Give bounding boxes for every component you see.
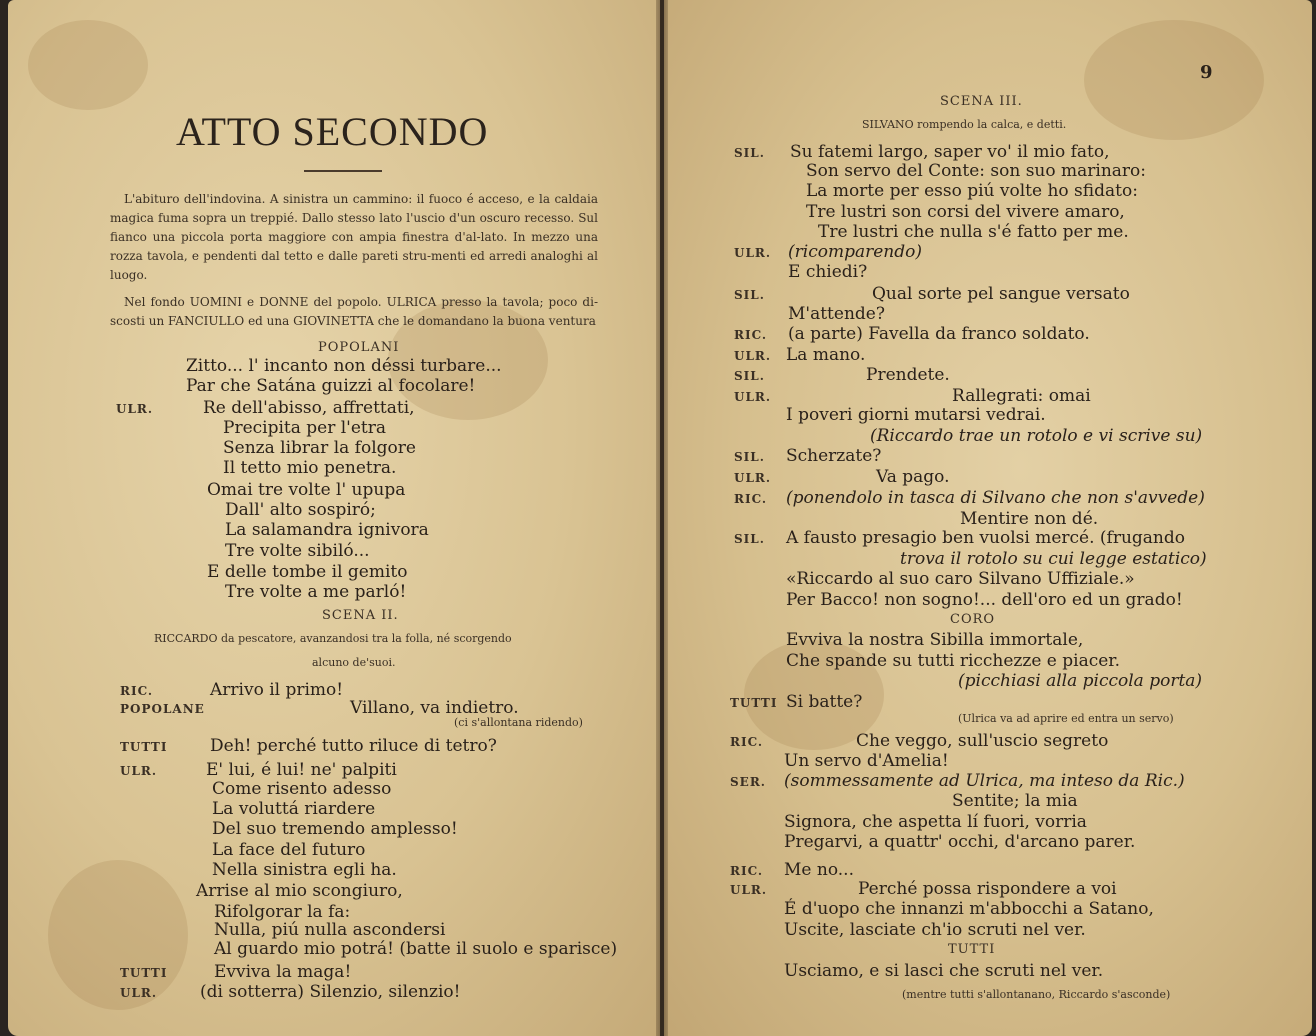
- scena-2-stage-line-2: alcuno de'suoi.: [312, 656, 396, 669]
- speaker-label: ULR.: [120, 986, 158, 1000]
- speaker-label: SER.: [730, 775, 766, 789]
- verse-line: E delle tombe il gemito: [207, 562, 408, 582]
- speaker-label: ULR.: [734, 471, 772, 485]
- speaker-label: RIC.: [730, 864, 764, 878]
- verse-line: Villano, va indietro.: [350, 698, 519, 718]
- speaker-label: TUTTI: [120, 966, 168, 980]
- verse-line: Zitto... l' incanto non déssi turbare...: [186, 356, 502, 376]
- verse-line: La salamandra ignivora: [225, 520, 429, 540]
- speaker-label: TUTTI: [730, 696, 778, 710]
- verse-line: Uscite, lasciate ch'io scruti nel ver.: [784, 920, 1086, 940]
- verse-line: Tre lustri son corsi del vivere amaro,: [806, 202, 1125, 222]
- verse-line: Senza librar la folgore: [223, 438, 416, 458]
- verse-line: Dall' alto sospiró;: [225, 500, 376, 520]
- verse-line: «Riccardo al suo caro Silvano Uffiziale.»: [786, 569, 1135, 589]
- verse-line: La face del futuro: [212, 840, 366, 860]
- verse-line: Come risento adesso: [212, 779, 392, 799]
- tutti-heading: TUTTI: [948, 942, 996, 957]
- speaker-label: SIL.: [734, 288, 765, 302]
- verse-line: La morte per esso piú volte ho sfidato:: [806, 181, 1138, 201]
- speaker-label: RIC.: [730, 735, 764, 749]
- scena-2-heading: SCENA II.: [322, 608, 399, 623]
- speaker-label: SIL.: [734, 146, 765, 160]
- speaker-label: SIL.: [734, 369, 765, 383]
- speaker-label: ULR.: [116, 402, 154, 416]
- stage-direction: (ci s'allontana ridendo): [454, 716, 583, 729]
- verse-line: Va pago.: [876, 467, 950, 487]
- page-number: 9: [1200, 62, 1213, 83]
- verse-line: Tre volte a me parló!: [225, 582, 407, 602]
- verse-line: Rallegrati: omai: [952, 386, 1091, 406]
- description-paragraph-1: L'abituro dell'indovina. A sinistra un cammino: il fuoco é acceso, e la caldaia magica fuma sopra un treppié. Dallo stesso lato l'uscio d'un oscuro recesso. Sul fianco una piccola porta maggiore con ampia finestra d'al-lato. In mezzo una rozza tavola, e pendenti dal tetto e dalle pareti stru-menti ed arredi analoghi al luogo.: [110, 192, 598, 282]
- verse-line: (di sotterra) Silenzio, silenzio!: [200, 982, 461, 1002]
- verse-line: I poveri giorni mutarsi vedrai.: [786, 405, 1046, 425]
- speaker-label: SIL.: [734, 532, 765, 546]
- verse-line: Par che Satána guizzi al focolare!: [186, 376, 476, 396]
- verse-line: (picchiasi alla piccola porta): [958, 671, 1203, 691]
- speaker-label: SIL.: [734, 450, 765, 464]
- verse-line: Il tetto mio penetra.: [223, 458, 397, 478]
- verse-line: Son servo del Conte: son suo marinaro:: [806, 161, 1146, 181]
- verse-line: (a parte) Favella da franco soldato.: [788, 324, 1090, 344]
- speaker-label: ULR.: [734, 246, 772, 260]
- verse-line: Che spande su tutti ricchezze e piacer.: [786, 651, 1120, 671]
- verse-line: Al guardo mio potrá! (batte il suolo e sparisce): [214, 939, 618, 959]
- verse-line: Arrise al mio scongiuro,: [196, 881, 403, 901]
- verse-line: Mentire non dé.: [960, 509, 1099, 529]
- verse-line: Tre lustri che nulla s'é fatto per me.: [818, 222, 1129, 242]
- verse-line: Signora, che aspetta lí fuori, vorria: [784, 812, 1087, 832]
- verse-line: A fausto presagio ben vuolsi mercé. (frugando: [786, 528, 1186, 548]
- speaker-label: RIC.: [120, 684, 154, 698]
- verse-line: Deh! perché tutto riluce di tetro?: [210, 736, 497, 756]
- verse-line: Me no...: [784, 860, 854, 880]
- verse-line: trova il rotolo su cui legge estatico): [900, 549, 1207, 569]
- speaker-label: RIC.: [734, 328, 768, 342]
- verse-line: (ponendolo in tasca di Silvano che non s'avvede): [786, 488, 1205, 508]
- verse-line: Perché possa rispondere a voi: [858, 879, 1117, 899]
- verse-line: Del suo tremendo amplesso!: [212, 819, 458, 839]
- stage-direction: (Ulrica va ad aprire ed entra un servo): [958, 712, 1174, 725]
- verse-line: La mano.: [786, 345, 866, 365]
- verse-line: Che veggo, sull'uscio segreto: [856, 731, 1109, 751]
- verse-line: M'attende?: [788, 304, 885, 324]
- description-paragraph-2: Nel fondo UOMINI e DONNE del popolo. ULRICA presso la tavola; poco di-scosti un FANCIULLO ed una GIOVINETTA che le domandano la buona ventura: [110, 295, 598, 328]
- verse-line: Qual sorte pel sangue versato: [872, 284, 1130, 304]
- verse-line: Nella sinistra egli ha.: [212, 860, 397, 880]
- verse-line: Arrivo il primo!: [210, 680, 344, 700]
- speaker-label: POPOLANE: [120, 702, 205, 716]
- verse-line: Precipita per l'etra: [223, 418, 387, 438]
- speaker-label: ULR.: [734, 390, 772, 404]
- speaker-label: ULR.: [730, 883, 768, 897]
- speaker-label: ULR.: [120, 764, 158, 778]
- verse-line: Nulla, piú nulla ascondersi: [214, 920, 446, 940]
- verse-line: (ricomparendo): [788, 242, 922, 262]
- verse-line: Rifolgorar la fa:: [214, 902, 351, 922]
- verse-line: Re dell'abisso, affrettati,: [203, 398, 415, 418]
- verse-line: Omai tre volte l' upupa: [207, 480, 406, 500]
- verse-line: Per Bacco! non sogno!... dell'oro ed un grado!: [786, 590, 1183, 610]
- verse-line: La voluttá riardere: [212, 799, 376, 819]
- scena-2-stage-line-1: RICCARDO da pescatore, avanzandosi tra la folla, né scorgendo: [154, 632, 512, 645]
- speaker-label: ULR.: [734, 349, 772, 363]
- verse-line: Evviva la maga!: [214, 962, 352, 982]
- verse-line: Usciamo, e si lasci che scruti nel ver.: [784, 961, 1104, 981]
- verse-line: Scherzate?: [786, 446, 882, 466]
- verse-line: Pregarvi, a quattr' occhi, d'arcano parer.: [784, 832, 1136, 852]
- verse-line: Sentite; la mia: [952, 791, 1078, 811]
- verse-line: É d'uopo che innanzi m'abbocchi a Satano,: [784, 899, 1154, 919]
- verse-line: (Riccardo trae un rotolo e vi scrive su): [870, 426, 1203, 446]
- book-gutter: [656, 0, 668, 1036]
- final-stage-direction: (mentre tutti s'allontanano, Riccardo s'asconde): [902, 988, 1171, 1001]
- scene-description: [110, 190, 598, 339]
- verse-line: E chiedi?: [788, 262, 868, 282]
- act-title: ATTO SECONDO: [176, 109, 489, 154]
- verse-line: Evviva la nostra Sibilla immortale,: [786, 630, 1084, 650]
- verse-line: Su fatemi largo, saper vo' il mio fato,: [790, 142, 1110, 162]
- popolani-heading: POPOLANI: [318, 340, 400, 355]
- scena-3-heading: SCENA III.: [940, 94, 1023, 109]
- speaker-label: RIC.: [734, 492, 768, 506]
- title-rule: [304, 170, 382, 172]
- verse-line: E' lui, é lui! ne' palpiti: [206, 760, 397, 780]
- verse-line: Si batte?: [786, 692, 863, 712]
- scena-3-stage: SILVANO rompendo la calca, e detti.: [862, 118, 1067, 131]
- verse-line: Tre volte sibiló...: [225, 541, 370, 561]
- verse-line: Un servo d'Amelia!: [784, 751, 949, 771]
- speaker-label: TUTTI: [120, 740, 168, 754]
- coro-heading: CORO: [950, 612, 996, 627]
- verse-line: (sommessamente ad Ulrica, ma inteso da Ric.): [784, 771, 1185, 791]
- verse-line: Prendete.: [866, 365, 950, 385]
